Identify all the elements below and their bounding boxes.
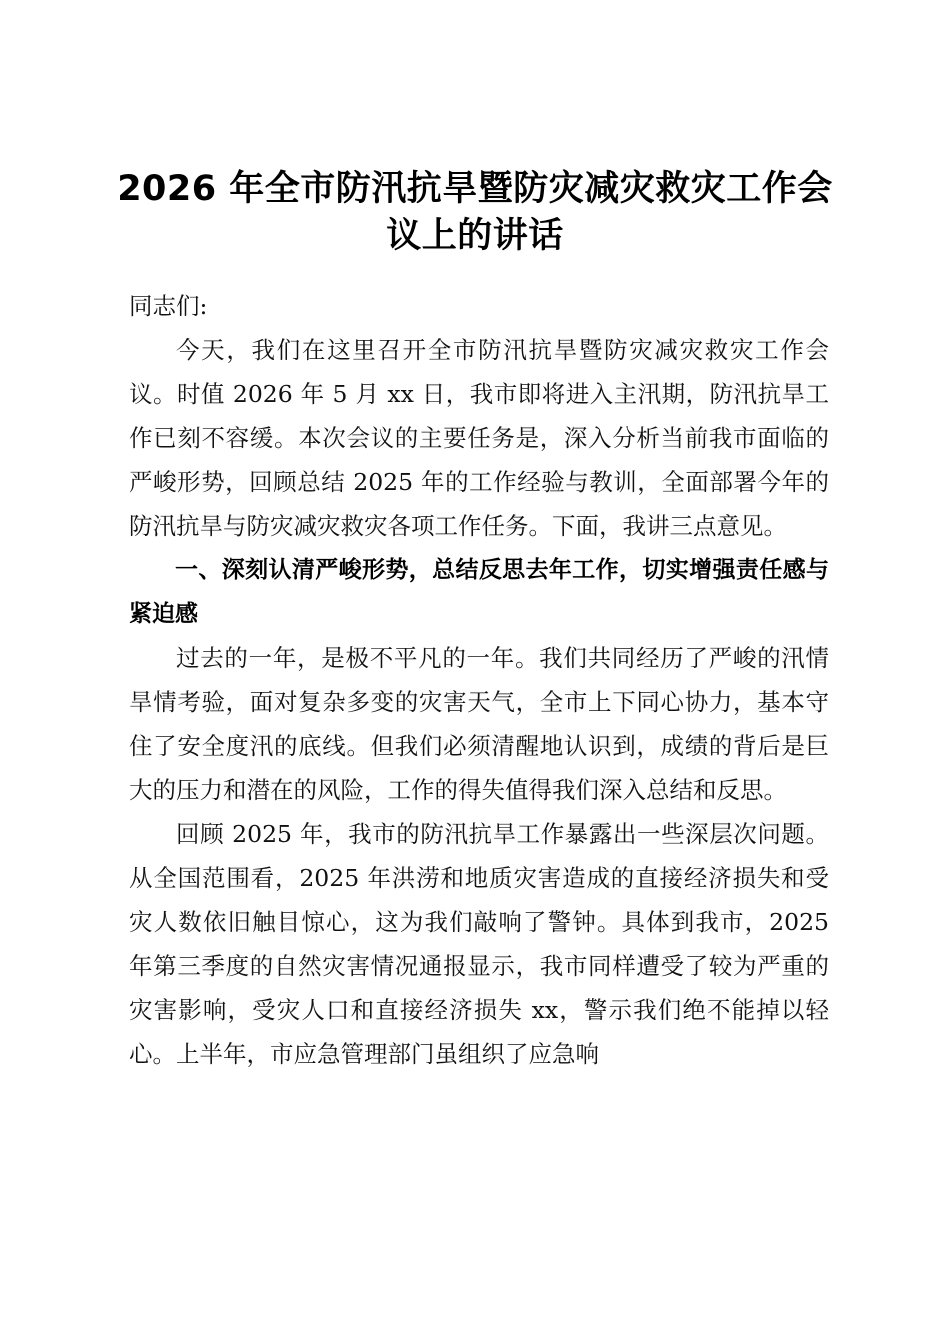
intro-paragraph: 今天，我们在这里召开全市防汛抗旱暨防灾减灾救灾工作会议。时值 2026 年 5 月 xx 日，我市即将进入主汛期，防汛抗旱工作已刻不容缓。本次会议的主要任务是，深入分析当前我市面临的严峻形势，回顾总结 2025 年的工作经验与教训，全面部署今年的防汛抗旱与防灾减灾救灾各项工作任务。下面，我讲三点意见。 [129,336,829,540]
body-paragraph: 回顾 2025 年，我市的防汛抗旱工作暴露出一些深层次问题。从全国范围看，2025 年洪涝和地质灾害造成的直接经济损失和受灾人数依旧触目惊心，这为我们敲响了警钟。具体到我市，2025 年第三季度的自然灾害情况通报显示，我市同样遭受了较为严重的灾害影响，受灾人口和直接经济损失 xx，警示我们绝不能掉以轻心。上半年，市应急管理部门虽组织了应急响 [129,820,829,1068]
document-body [129,284,829,1076]
body-paragraph: 过去的一年，是极不平凡的一年。我们共同经历了严峻的汛情旱情考验，面对复杂多变的灾害天气，全市上下同心协力，基本守住了安全度汛的底线。但我们必须清醒地认识到，成绩的背后是巨大的压力和潜在的风险，工作的得失值得我们深入总结和反思。 [129,644,829,804]
document-title: 2026 年全市防汛抗旱暨防灾减灾救灾工作会议上的讲话 [117,169,833,256]
salutation: 同志们: [129,292,208,320]
section-heading: 一、深刻认清严峻形势，总结反思去年工作，切实增强责任感与紧迫感 [129,557,829,627]
